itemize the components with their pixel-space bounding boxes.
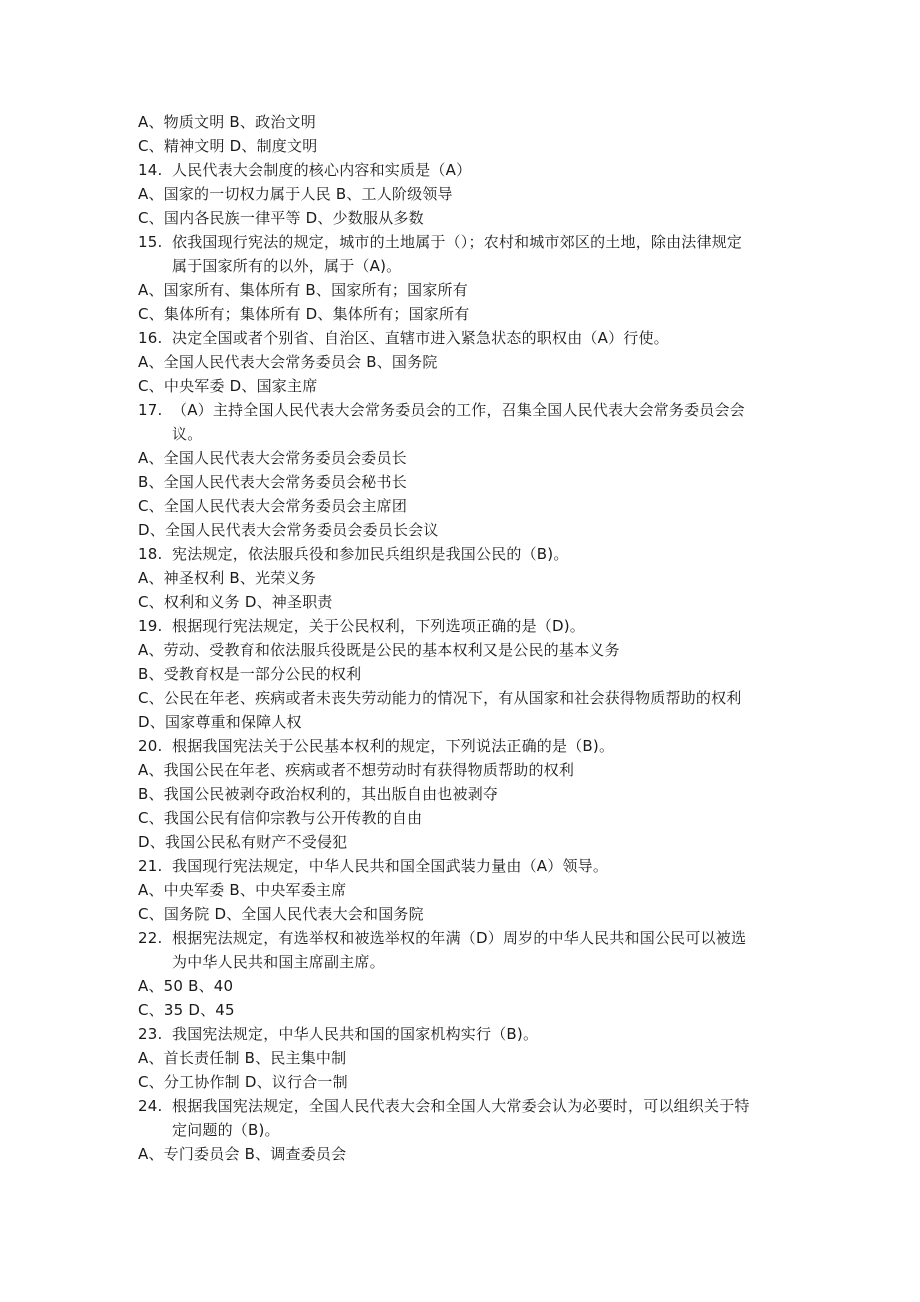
answer-options-line: A、50 B、40 (138, 977, 234, 995)
answer-options-line: D、国家尊重和保障人权 (138, 713, 302, 731)
question-text: 根据宪法规定，有选举权和被选举权的年满（D）周岁的中华人民共和国公民可以被选 (172, 929, 747, 947)
answer-options-line: C、权利和义务 D、神圣职责 (138, 593, 333, 611)
answer-options-line: C、集体所有；集体所有 D、集体所有；国家所有 (138, 305, 470, 323)
question-line (0, 326, 920, 350)
answer-options-line: A、国家所有、集体所有 B、国家所有；国家所有 (138, 281, 468, 299)
answer-options-line: B、我国公民被剥夺政治权利的，其出版自由也被剥夺 (138, 785, 499, 803)
question-continuation: 为中华人民共和国主席副主席。 (172, 953, 385, 971)
question-number: 15. (138, 233, 163, 251)
answer-options-line: C、我国公民有信仰宗教与公开传教的自由 (138, 809, 423, 827)
question-line (0, 1022, 920, 1046)
question-text: 宪法规定，依法服兵役和参加民兵组织是我国公民的（B)。 (172, 545, 569, 563)
answer-options-line: C、分工协作制 D、议行合一制 (138, 1073, 348, 1091)
question-number: 23. (138, 1025, 163, 1043)
answer-options-line: A、我国公民在年老、疾病或者不想劳动时有获得物质帮助的权利 (138, 761, 575, 779)
answer-options-line: D、我国公民私有财产不受侵犯 (138, 833, 348, 851)
answer-options-line: A、全国人民代表大会常务委员会 B、国务院 (138, 353, 438, 371)
question-number: 14. (138, 161, 163, 179)
answer-options-line: A、首长责任制 B、民主集中制 (138, 1049, 347, 1067)
answer-options-line: D、全国人民代表大会常务委员会委员长会议 (138, 521, 439, 539)
answer-options-line: C、国务院 D、全国人民代表大会和国务院 (138, 905, 424, 923)
question-number: 21. (138, 857, 163, 875)
question-text: 根据我国宪法关于公民基本权利的规定，下列说法正确的是（B)。 (172, 737, 615, 755)
question-number: 22. (138, 929, 163, 947)
question-continuation: 议。 (172, 425, 203, 443)
answer-options-line: A、中央军委 B、中央军委主席 (138, 881, 347, 899)
question-continuation: 属于国家所有的以外，属于（A)。 (172, 257, 402, 275)
answer-options-line: A、神圣权利 B、光荣义务 (138, 569, 316, 587)
question-number: 19. (138, 617, 163, 635)
answer-options-line: A、物质文明 B、政治文明 (138, 113, 316, 131)
question-text: 根据我国宪法规定，全国人民代表大会和全国人大常委会认为必要时，可以组织关于特 (172, 1097, 750, 1115)
answer-options-line: C、全国人民代表大会常务委员会主席团 (138, 497, 408, 515)
answer-options-line: A、专门委员会 B、调查委员会 (138, 1145, 347, 1163)
question-line (0, 158, 920, 182)
answer-options-line: A、劳动、受教育和依法服兵役既是公民的基本权利又是公民的基本义务 (138, 641, 620, 659)
question-text: 根据现行宪法规定，关于公民权利，下列选项正确的是（D)。 (172, 617, 586, 635)
question-text: 我国现行宪法规定，中华人民共和国全国武装力量由（A）领导。 (172, 857, 609, 875)
answer-options-line: C、国内各民族一律平等 D、少数服从多数 (138, 209, 424, 227)
answer-options-line: B、全国人民代表大会常务委员会秘书长 (138, 473, 407, 491)
question-text: 决定全国或者个别省、自治区、直辖市进入紧急状态的职权由（A）行使。 (172, 329, 669, 347)
answer-options-line: A、国家的一切权力属于人民 B、工人阶级领导 (138, 185, 453, 203)
question-line (0, 398, 920, 422)
answer-options-line: B、受教育权是一部分公民的权利 (138, 665, 362, 683)
answer-options-line: C、35 D、45 (138, 1001, 235, 1019)
question-text: 人民代表大会制度的核心内容和实质是（A） (172, 161, 472, 179)
question-line (0, 542, 920, 566)
question-number: 17. (138, 401, 163, 419)
question-line (0, 926, 920, 950)
question-text: 我国宪法规定，中华人民共和国的国家机构实行（B)。 (172, 1025, 539, 1043)
answer-options-line: C、公民在年老、疾病或者未丧失劳动能力的情况下，有从国家和社会获得物质帮助的权利 (138, 689, 742, 707)
question-text: （A）主持全国人民代表大会常务委员会的工作，召集全国人民代表大会常务委员会会 (172, 401, 745, 419)
question-number: 16. (138, 329, 163, 347)
answer-options-line: C、精神文明 D、制度文明 (138, 137, 318, 155)
question-line (0, 614, 920, 638)
question-number: 18. (138, 545, 163, 563)
question-number: 20. (138, 737, 163, 755)
document-page (0, 110, 920, 1166)
question-line (0, 854, 920, 878)
answer-options-line: A、全国人民代表大会常务委员会委员长 (138, 449, 407, 467)
question-line (0, 734, 920, 758)
answer-options-line: C、中央军委 D、国家主席 (138, 377, 318, 395)
question-continuation: 定问题的（B)。 (172, 1121, 280, 1139)
question-line (0, 1094, 920, 1118)
question-text: 依我国现行宪法的规定，城市的土地属于（）；农村和城市郊区的土地，除由法律规定 (172, 233, 743, 251)
question-line (0, 230, 920, 254)
question-number: 24. (138, 1097, 163, 1115)
